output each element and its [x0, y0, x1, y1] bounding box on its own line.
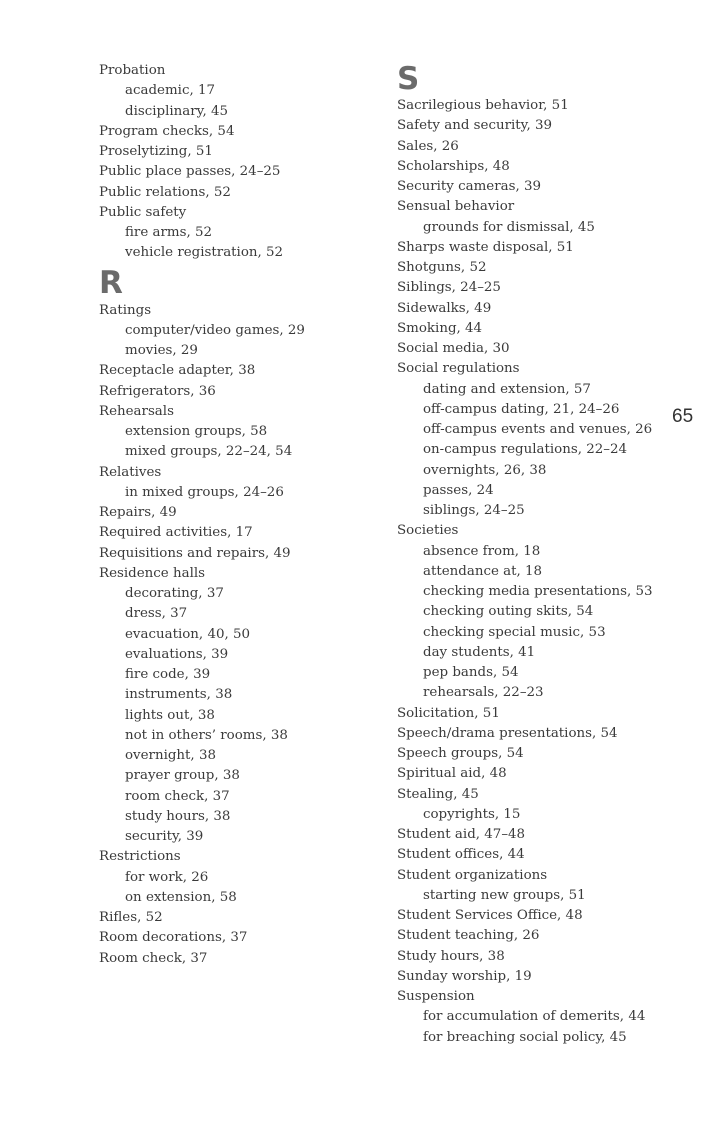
index-subentry: for breaching social policy, 45 [423, 1029, 627, 1045]
index-entry: Public relations, 52 [99, 184, 231, 200]
index-entry: Room decorations, 37 [99, 930, 248, 946]
index-subentry: vehicle registration, 52 [125, 245, 284, 261]
index-subentry: decorating, 37 [125, 586, 224, 601]
index-entry: Solicitation, 51 [397, 705, 500, 721]
index-subentry: absence from, 18 [423, 543, 541, 559]
index-subentry: evacuation, 40, 50 [125, 626, 251, 642]
index-entry: Refrigerators, 36 [99, 383, 216, 399]
index-subentry: prayer group, 38 [125, 768, 240, 784]
index-entry: Public safety [99, 204, 187, 220]
index-entry: Social media, 30 [397, 341, 510, 356]
index-entry: Smoking, 44 [397, 320, 483, 336]
index-entry: Student offices, 44 [397, 847, 525, 863]
index-subentry: on extension, 58 [125, 889, 237, 905]
index-subentry: mixed groups, 22–24, 54 [125, 444, 293, 460]
index-entry: Safety and security, 39 [397, 118, 552, 134]
index-subentry: copyrights, 15 [423, 806, 521, 822]
index-entry: Ratings [99, 302, 152, 318]
index-entry: Sensual behavior [397, 199, 515, 215]
index-entry: Sunday worship, 19 [397, 968, 532, 984]
index-subentry: room check, 37 [125, 788, 230, 804]
index-entry: Relatives [99, 464, 162, 480]
index-entry: Proselytizing, 51 [99, 144, 213, 159]
index-entry: Sharps waste disposal, 51 [397, 239, 574, 255]
index-column-right [397, 61, 662, 1048]
index-entry: Repairs, 49 [99, 505, 177, 520]
index-subentry: fire arms, 52 [125, 225, 213, 240]
index-subentry: lights out, 38 [125, 707, 215, 723]
index-entry: Rifles, 52 [99, 910, 163, 925]
index-subentry: grounds for dismissal, 45 [423, 219, 595, 235]
index-entry: Societies [397, 523, 459, 539]
index-subentry: extension groups, 58 [125, 424, 268, 439]
index-subentry: fire code, 39 [125, 667, 211, 682]
index-subentry: attendance at, 18 [423, 563, 543, 579]
index-entry: Spiritual aid, 48 [397, 766, 507, 782]
index-entry: Social regulations [397, 361, 520, 377]
index-entry: Receptacle adapter, 38 [99, 363, 256, 379]
index-subentry: computer/video games, 29 [125, 322, 305, 338]
index-subentry: instruments, 38 [125, 687, 233, 703]
index-entry: Required activities, 17 [99, 525, 253, 541]
index-subentry: starting new groups, 51 [423, 887, 586, 903]
index-subentry: off-campus dating, 21, 24–26 [423, 401, 620, 417]
index-entry: Stealing, 45 [397, 786, 479, 802]
index-subentry: rehearsals, 22–23 [423, 685, 544, 701]
index-subentry: not in others’ rooms, 38 [125, 727, 288, 743]
index-entry: Public place passes, 24–25 [99, 164, 281, 180]
index-subentry: checking outing skits, 54 [423, 604, 594, 620]
index-subentry: evaluations, 39 [125, 646, 229, 662]
index-subentry: study hours, 38 [125, 808, 231, 824]
index-entry: Security cameras, 39 [397, 179, 542, 194]
index-entry: Residence halls [99, 565, 206, 581]
index-entry: Study hours, 38 [397, 948, 505, 964]
index-subentry: security, 39 [125, 829, 204, 844]
index-entry: Requisitions and repairs, 49 [99, 545, 291, 561]
index-subentry: overnights, 26, 38 [423, 462, 547, 478]
index-subentry: movies, 29 [125, 343, 198, 358]
index-entry: Speech/drama presentations, 54 [397, 725, 618, 741]
index-subentry: overnight, 38 [125, 748, 216, 763]
index-entry: Program checks, 54 [99, 123, 235, 139]
index-entry: Sacrilegious behavior, 51 [397, 98, 569, 113]
index-entry: Student teaching, 26 [397, 928, 540, 944]
index-subentry: disciplinary, 45 [125, 103, 228, 119]
index-column-left [99, 61, 369, 969]
index-entry: Probation [99, 63, 166, 78]
index-subentry: in mixed groups, 24–26 [125, 484, 284, 500]
index-entry: Sales, 26 [397, 138, 459, 154]
index-entry: Room check, 37 [99, 950, 208, 966]
index-subentry: on-campus regulations, 22–24 [423, 442, 628, 458]
index-entry: Suspension [397, 989, 475, 1004]
index-subentry: off-campus events and venues, 26 [423, 422, 653, 437]
index-subentry: siblings, 24–25 [423, 503, 525, 518]
section-letter: R [99, 264, 123, 301]
index-subentry: day students, 41 [423, 644, 536, 660]
index-entry: Student Services Office, 48 [397, 908, 583, 923]
index-entry: Speech groups, 54 [397, 746, 524, 761]
index-entry: Shotguns, 52 [397, 260, 487, 275]
index-subentry: checking special music, 53 [423, 624, 606, 640]
section-letter: S [397, 61, 420, 97]
index-entry: Siblings, 24–25 [397, 280, 501, 296]
index-entry: Student organizations [397, 867, 548, 883]
index-subentry: dating and extension, 57 [423, 381, 591, 397]
index-entry: Student aid, 47–48 [397, 827, 526, 842]
index-subentry: checking media presentations, 53 [423, 584, 653, 599]
index-subentry: academic, 17 [125, 83, 215, 99]
index-entry: Scholarships, 48 [397, 158, 510, 174]
index-subentry: for work, 26 [125, 869, 209, 885]
index-entry: Sidewalks, 49 [397, 300, 492, 316]
index-subentry: passes, 24 [423, 482, 494, 498]
index-subentry: for accumulation of demerits, 44 [423, 1009, 646, 1025]
index-entry: Rehearsals [99, 403, 174, 419]
index-subentry: dress, 37 [125, 606, 188, 622]
page-number: 65 [672, 406, 694, 427]
index-entry: Restrictions [99, 849, 181, 865]
index-subentry: pep bands, 54 [423, 665, 519, 680]
